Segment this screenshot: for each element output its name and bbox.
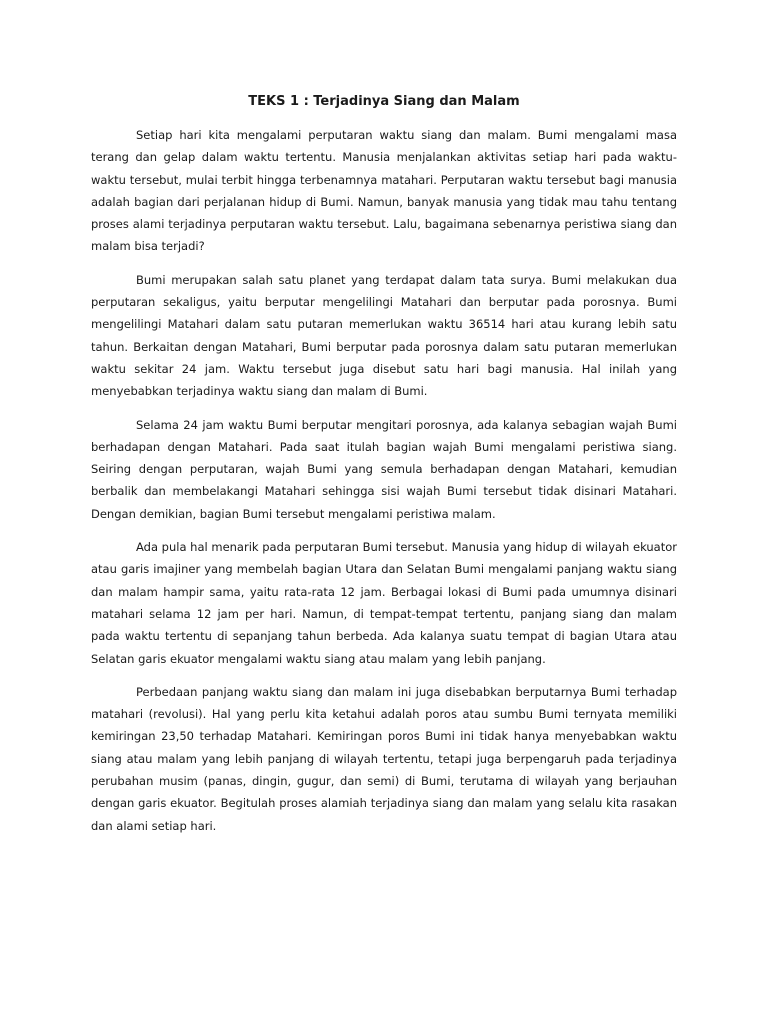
paragraph-5: Perbedaan panjang waktu siang dan malam ini juga disebabkan berputarnya Bumi terhadap matahari (revolusi). Hal yang perlu kita ketahui adalah poros atau sumbu Bumi ternyata memiliki kemiringan 23,50 terhadap Matahari. Kemiringan poros Bumi ini tidak hanya menyebabkan waktu siang atau malam yang lebih panjang di wilayah tertentu, tetapi juga berpengaruh pada terjadinya perubahan musim (panas, dingin, gugur, dan semi) di Bumi, terutama di wilayah yang berjauhan dengan garis ekuator. Begitulah proses alamiah terjadinya siang dan malam yang selalu kita rasakan dan alami setiap hari.: [91, 684, 677, 833]
paragraph-2: Bumi merupakan salah satu planet yang terdapat dalam tata surya. Bumi melakukan dua perputaran sekaligus, yaitu berputar mengelilingi Matahari dan berputar pada porosnya. Bumi mengelilingi Matahari dalam satu putaran memerlukan waktu 36514 hari atau kurang lebih satu tahun. Berkaitan dengan Matahari, Bumi berputar pada porosnya dalam satu putaran memerlukan waktu sekitar 24 jam. Waktu tersebut juga disebut satu hari bagi manusia. Hal inilah yang menyebabkan terjadinya waktu siang dan malam di Bumi.: [91, 272, 677, 399]
paragraph-1: Setiap hari kita mengalami perputaran waktu siang dan malam. Bumi mengalami masa terang dan gelap dalam waktu tertentu. Manusia menjalankan aktivitas setiap hari pada waktu-waktu tersebut, mulai terbit hingga terbenamnya matahari. Perputaran waktu tersebut bagi manusia adalah bagian dari perjalanan hidup di Bumi. Namun, banyak manusia yang tidak mau tahu tentang proses alami terjadinya perputaran waktu tersebut. Lalu, bagaimana sebenarnya peristiwa siang dan malam bisa terjadi?: [91, 128, 677, 254]
paragraph-4: Ada pula hal menarik pada perputaran Bumi tersebut. Manusia yang hidup di wilayah ekuator atau garis imajiner yang membelah bagian Utara dan Selatan Bumi mengalami panjang waktu siang dan malam hampir sama, yaitu rata-rata 12 jam. Berbagai lokasi di Bumi pada umumnya disinari matahari selama 12 jam per hari. Namun, di tempat-tempat tertentu, panjang siang dan malam pada waktu tertentu di sepanjang tahun berbeda. Ada kalanya suatu tempat di bagian Utara atau Selatan garis ekuator mengalami waktu siang atau malam yang lebih panjang.: [91, 540, 677, 666]
document-title: TEKS 1 : Terjadinya Siang dan Malam: [248, 94, 520, 109]
paragraph-3: Selama 24 jam waktu Bumi berputar mengitari porosnya, ada kalanya sebagian wajah Bumi berhadapan dengan Matahari. Pada saat itulah bagian wajah Bumi mengalami peristiwa siang. Seiring dengan perputaran, wajah Bumi yang semula berhadapan dengan Matahari, kemudian berbalik dan membelakangi Matahari sehingga sisi wajah Bumi tersebut tidak disinari Matahari. Dengan demikian, bagian Bumi tersebut mengalami peristiwa malam.: [91, 417, 677, 521]
document-page: [91, 92, 677, 848]
